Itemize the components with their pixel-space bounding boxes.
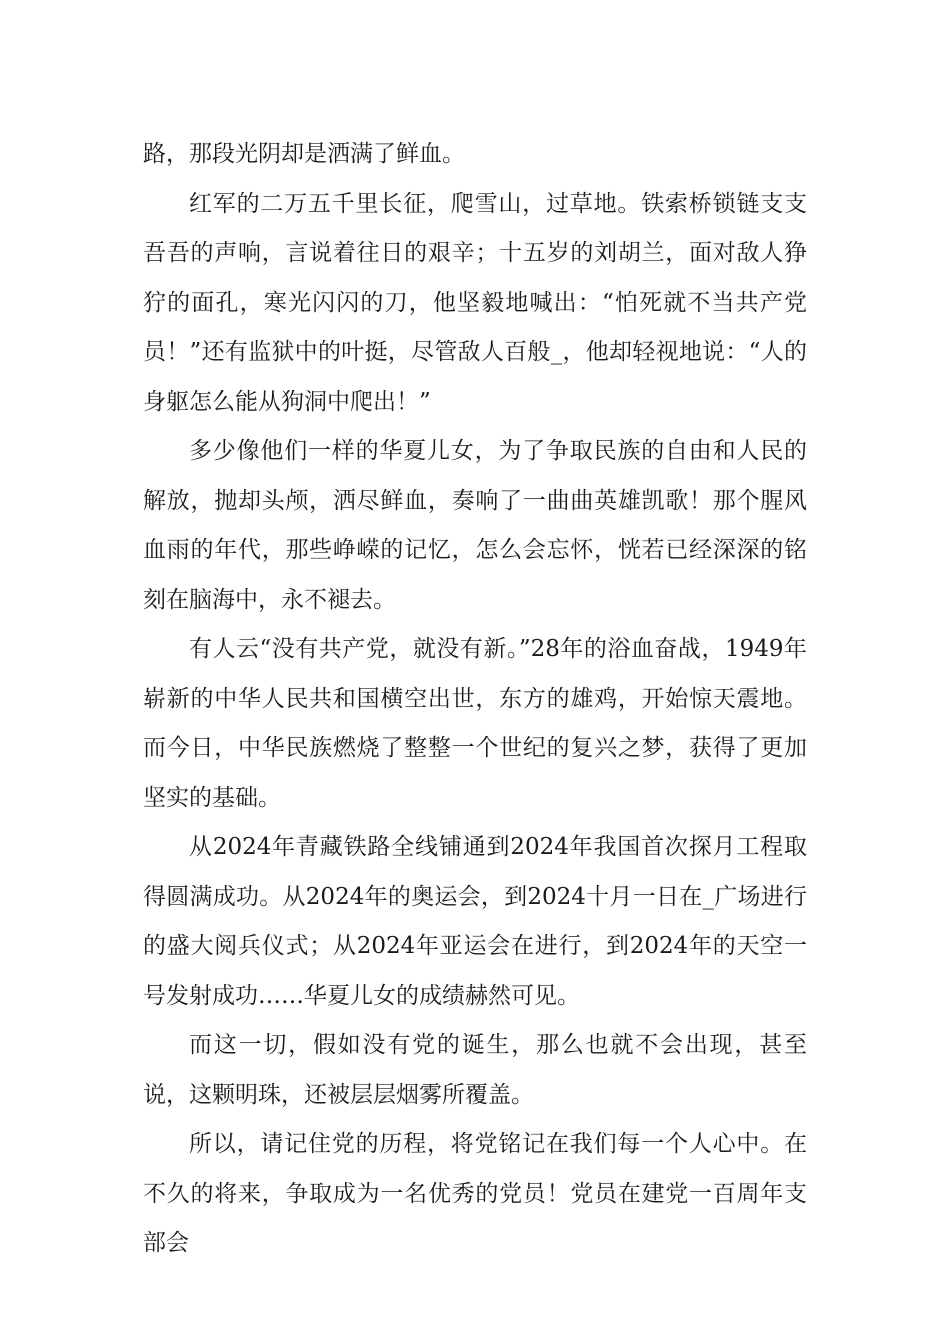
paragraph-conclusion: 所以，请记住党的历程，将党铭记在我们每一个人心中。在不久的将来，争取成为一名优秀的党员！党员在建党一百周年支部会 (143, 1131, 807, 1256)
paragraph-achievements: 从2024年青藏铁路全线铺通到2024年我国首次探月工程取得圆满成功。从2024年的奥运会，到2024十月一日在_广场进行的盛大阅兵仪式；从2024年亚运会在进行，到2024年的天空一号发射成功……华夏儿女的成绩赫然可见。 (143, 834, 807, 1009)
paragraph-long-march: 红军的二万五千里长征，爬雪山，过草地。铁索桥锁链支支吾吾的声响，言说着往日的艰辛；十五岁的刘胡兰，面对敌人狰狞的面孔，寒光闪闪的刀，他坚毅地喊出：“怕死就不当共产党员！”还有监狱中的叶挺，尽管敌人百般_，他却轻视地说：“人的身躯怎么能从狗洞中爬出！” (143, 190, 807, 415)
document-page (143, 130, 807, 1269)
paragraph-heroes: 多少像他们一样的华夏儿女，为了争取民族的自由和人民的解放，抛却头颅，洒尽鲜血，奏响了一曲曲英雄凯歌！那个腥风血雨的年代，那些峥嵘的记忆，怎么会忘怀，恍若已经深深的铭刻在脑海中，永不褪去。 (143, 438, 807, 613)
paragraph-party-birth: 而这一切，假如没有党的诞生，那么也就不会出现，甚至说，这颗明珠，还被层层烟雾所覆盖。 (143, 1032, 807, 1108)
paragraph-continuation: 路，那段光阴却是洒满了鲜血。 (143, 141, 465, 167)
paragraph-new-china: 有人云“没有共产党，就没有新。”28年的浴血奋战，1949年崭新的中华人民共和国横空出世，东方的雄鸡，开始惊天震地。而今日，中华民族燃烧了整整一个世纪的复兴之梦，获得了更加坚实的基础。 (143, 636, 807, 811)
